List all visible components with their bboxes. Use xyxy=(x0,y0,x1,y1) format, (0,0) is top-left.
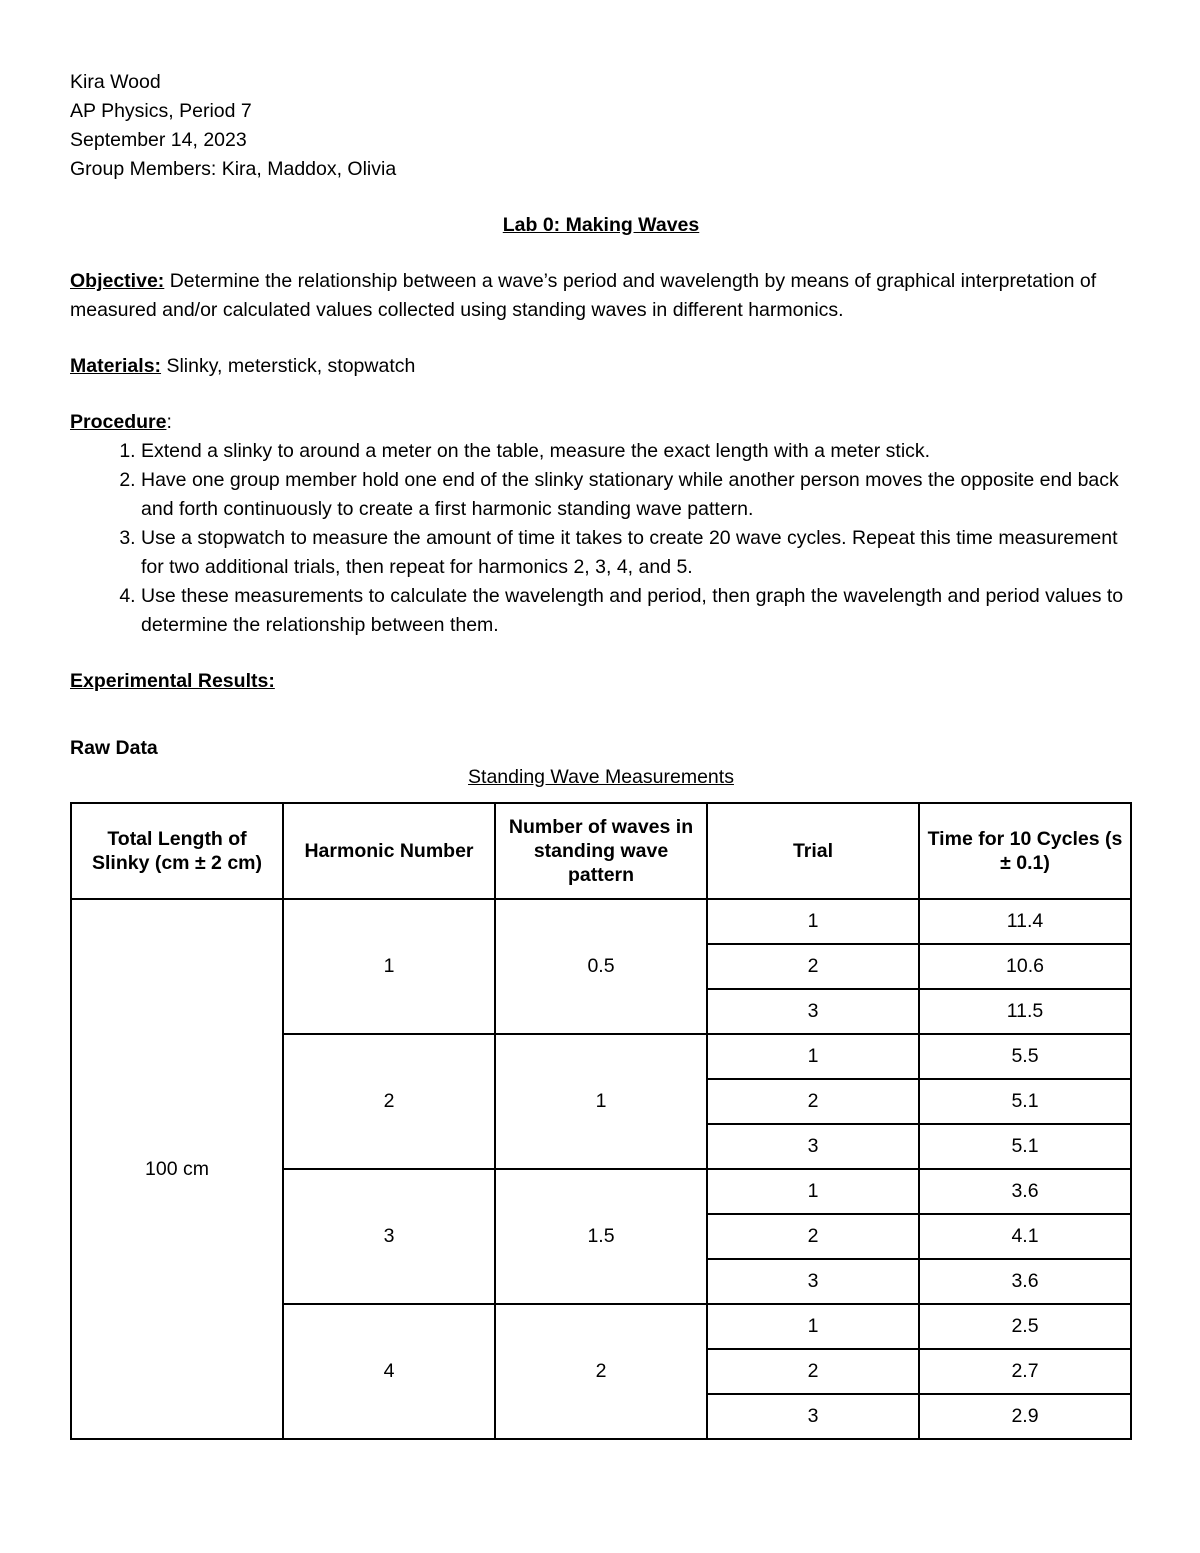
results-heading xyxy=(70,667,1132,696)
document-page xyxy=(70,68,1132,1427)
procedure-step: 4. Use these measurements to calculate the wavelength and period, then graph the wavelength and period values to determine the relationship between them. xyxy=(141,582,1132,640)
time-cell: 2.9 xyxy=(919,1394,1131,1439)
header-number-of-waves: Number of waves in standing wave pattern xyxy=(495,803,707,899)
time-cell: 5.5 xyxy=(919,1034,1131,1079)
table-caption: Standing Wave Measurements xyxy=(468,766,734,788)
trial-cell: 3 xyxy=(707,989,919,1034)
table-row xyxy=(71,899,1131,944)
procedure-step: 2. Have one group member hold one end of the slinky stationary while another person moves the opposite end back and forth continuously to create a first harmonic standing wave pattern. xyxy=(141,466,1132,524)
date-line: September 14, 2023 xyxy=(70,129,247,151)
time-cell: 5.1 xyxy=(919,1079,1131,1124)
header-trial: Trial xyxy=(707,803,919,899)
time-cell: 5.1 xyxy=(919,1124,1131,1169)
trial-cell: 2 xyxy=(707,1349,919,1394)
student-name: Kira Wood xyxy=(70,71,161,93)
header-time: Time for 10 Cycles (s ± 0.1) xyxy=(919,803,1131,899)
waves-cell: 1.5 xyxy=(495,1169,707,1304)
procedure-step: 1. Extend a slinky to around a meter on the table, measure the exact length with a meter stick. xyxy=(141,437,1132,466)
materials-text: Slinky, meterstick, stopwatch xyxy=(161,355,416,377)
waves-cell: 2 xyxy=(495,1304,707,1439)
objective-label: Objective: xyxy=(70,270,165,292)
harmonic-cell: 4 xyxy=(283,1304,495,1439)
harmonic-cell: 3 xyxy=(283,1169,495,1304)
objective-text: Determine the relationship between a wave’s period and wavelength by means of graphical interpretation of measured and/or calculated values collected using standing waves in different harmonics. xyxy=(70,270,1097,321)
procedure-section xyxy=(70,408,1132,640)
waves-cell: 1 xyxy=(495,1034,707,1169)
waves-cell: 0.5 xyxy=(495,899,707,1034)
trial-cell: 2 xyxy=(707,1079,919,1124)
header-total-length: Total Length of Slinky (cm ± 2 cm) xyxy=(71,803,283,899)
trial-cell: 2 xyxy=(707,1214,919,1259)
time-cell: 3.6 xyxy=(919,1259,1131,1304)
procedure-step: 3. Use a stopwatch to measure the amount of time it takes to create 20 wave cycles. Repeat this time measurement for two additional trials, then repeat for harmonics 2, 3, 4, and 5. xyxy=(141,524,1132,582)
time-cell: 10.6 xyxy=(919,944,1131,989)
objective-paragraph xyxy=(70,267,1132,325)
procedure-colon: : xyxy=(166,411,172,433)
trial-cell: 1 xyxy=(707,899,919,944)
raw-data-label: Raw Data xyxy=(70,737,158,759)
procedure-label: Procedure xyxy=(70,411,167,433)
time-cell: 11.4 xyxy=(919,899,1131,944)
trial-cell: 1 xyxy=(707,1034,919,1079)
table-header-row xyxy=(71,803,1131,899)
results-label: Experimental Results: xyxy=(70,670,275,692)
header-harmonic-number: Harmonic Number xyxy=(283,803,495,899)
time-cell: 2.7 xyxy=(919,1349,1131,1394)
time-cell: 3.6 xyxy=(919,1169,1131,1214)
lab-title: Lab 0: Making Waves xyxy=(502,214,700,236)
materials-paragraph xyxy=(70,352,1132,381)
materials-label: Materials: xyxy=(70,355,162,377)
trial-cell: 1 xyxy=(707,1169,919,1214)
course-line: AP Physics, Period 7 xyxy=(70,100,252,122)
procedure-list xyxy=(70,437,1132,640)
group-members-line: Group Members: Kira, Maddox, Olivia xyxy=(70,158,397,180)
harmonic-cell: 1 xyxy=(283,899,495,1034)
time-cell: 11.5 xyxy=(919,989,1131,1034)
time-cell: 4.1 xyxy=(919,1214,1131,1259)
standing-wave-table xyxy=(70,802,1132,1440)
trial-cell: 1 xyxy=(707,1304,919,1349)
harmonic-cell: 2 xyxy=(283,1034,495,1169)
time-cell: 2.5 xyxy=(919,1304,1131,1349)
trial-cell: 3 xyxy=(707,1259,919,1304)
trial-cell: 3 xyxy=(707,1124,919,1169)
trial-cell: 3 xyxy=(707,1394,919,1439)
trial-cell: 2 xyxy=(707,944,919,989)
total-length-cell: 100 cm xyxy=(71,899,283,1439)
